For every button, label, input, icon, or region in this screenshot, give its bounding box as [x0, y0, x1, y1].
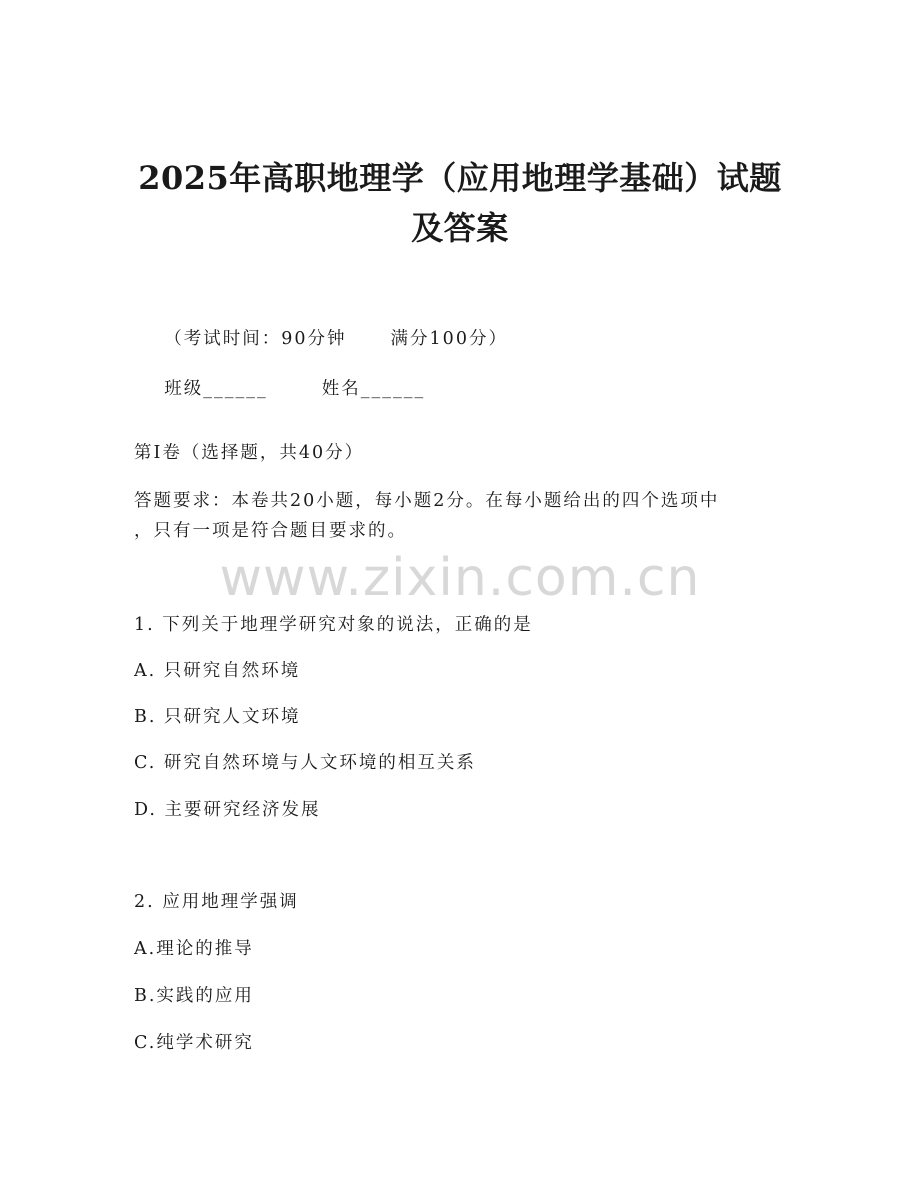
question-1-option-d: D. 主要研究经济发展 [134, 800, 321, 820]
document-title-line-2: 及答案 [411, 209, 509, 247]
exam-time: （考试时间：90分钟 [164, 329, 347, 349]
question-1-stem: 1. 下列关于地理学研究对象的说法，正确的是 [134, 615, 533, 635]
question-2-stem: 2. 应用地理学强调 [134, 892, 299, 912]
watermark: www.zixin.com.cn [219, 548, 701, 608]
question-1-option-c: C. 研究自然环境与人文环境的相互关系 [134, 753, 476, 773]
question-2-option-a: A.理论的推导 [134, 939, 254, 959]
name-field: 姓名______ [321, 379, 426, 399]
section-instruction-line-1: 答题要求：本卷共20小题，每小题2分。在每小题给出的四个选项中 [134, 491, 720, 511]
question-1-option-a: A. 只研究自然环境 [134, 661, 301, 681]
student-fields [134, 350, 425, 428]
section-heading: 第I卷（选择题，共40分） [134, 443, 365, 463]
class-field: 班级______ [164, 379, 268, 399]
question-2-option-c: C.纯学术研究 [134, 1033, 254, 1053]
document-title-line-1: 2025年高职地理学（应用地理学基础）试题 [138, 159, 782, 197]
question-2-option-b: B.实践的应用 [134, 986, 254, 1006]
section-instruction-line-2: ，只有一项是符合题目要求的。 [134, 521, 407, 541]
exam-score: 满分100分） [390, 329, 508, 349]
question-1-option-b: B. 只研究人文环境 [134, 707, 301, 727]
